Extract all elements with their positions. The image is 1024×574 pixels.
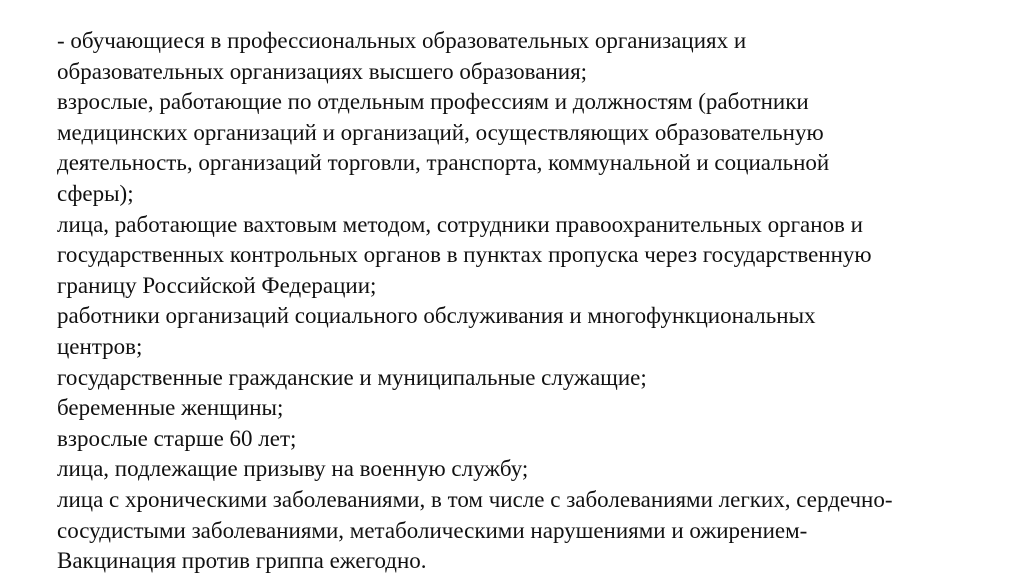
text-line-17: сосудистыми заболеваниями, метаболическими нарушениями и ожирением-: [57, 517, 808, 543]
text-line-9: границу Российской Федерации;: [57, 272, 377, 298]
text-line-5: деятельность, организаций торговли, транспорта, коммунальной и социальной: [57, 150, 830, 176]
text-line-12: государственные гражданские и муниципальные служащие;: [57, 364, 647, 390]
text-line-2: образовательных организациях высшего образования;: [57, 58, 588, 84]
text-line-13: беременные женщины;: [57, 395, 284, 421]
text-line-16: лица с хроническими заболеваниями, в том числе с заболеваниями легких, сердечно-: [57, 486, 893, 512]
text-line-14: взрослые старше 60 лет;: [57, 425, 297, 451]
text-line-8: государственных контрольных органов в пунктах пропуска через государственную: [57, 242, 872, 268]
text-line-10: работники организаций социального обслуживания и многофункциональных: [57, 303, 816, 329]
text-line-15: лица, подлежащие призыву на военную службу;: [57, 456, 529, 482]
text-line-11: центров;: [57, 333, 143, 359]
text-line-1: - обучающиеся в профессиональных образовательных организациях и: [57, 28, 747, 53]
document-text-block: [57, 26, 1007, 574]
text-line-4: медицинских организаций и организаций, осуществляющих образовательную: [57, 119, 824, 145]
text-line-6: сферы);: [57, 180, 134, 206]
text-line-18: Вакцинация против гриппа ежегодно.: [57, 548, 427, 574]
text-line-3: взрослые, работающие по отдельным профессиям и должностям (работники: [57, 89, 809, 115]
text-line-7: лица, работающие вахтовым методом, сотрудники правоохранительных органов и: [57, 211, 863, 237]
